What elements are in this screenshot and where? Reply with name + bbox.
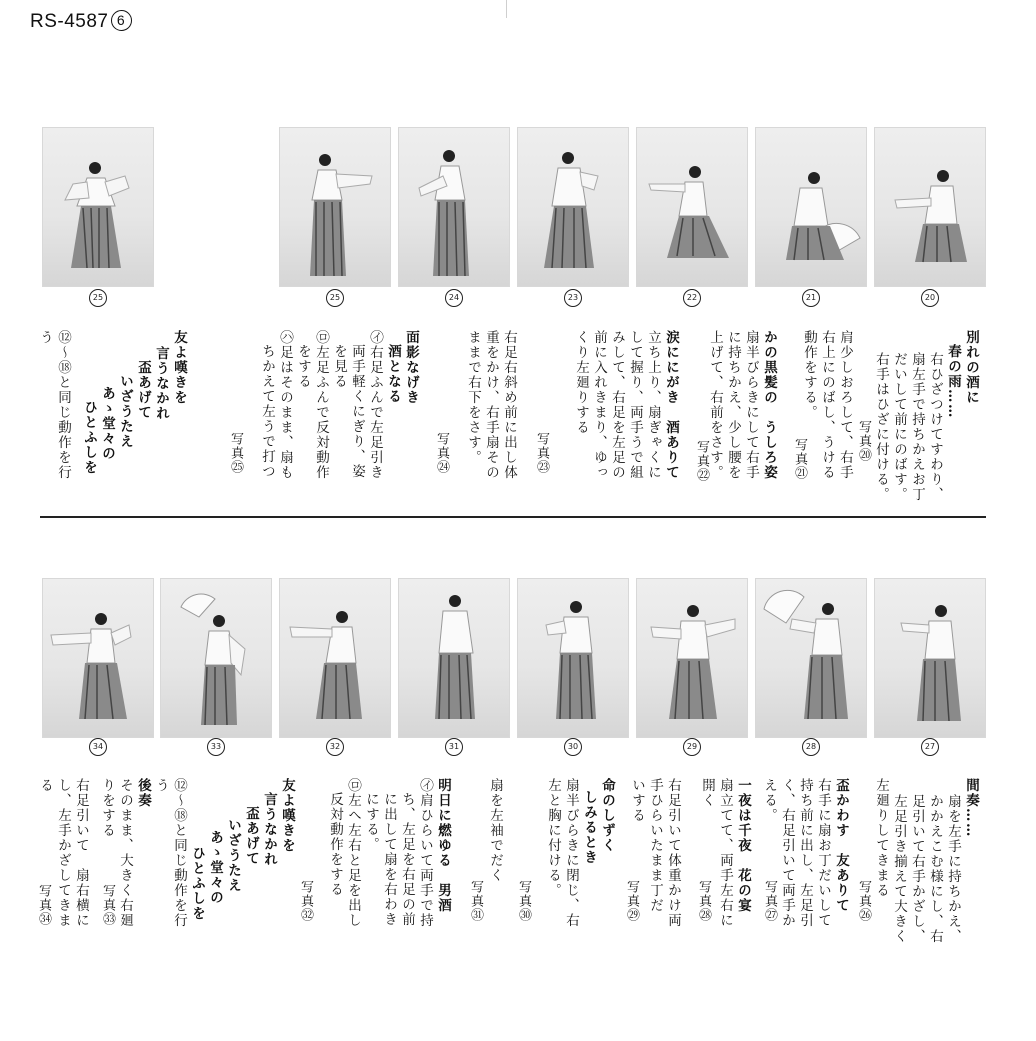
- photo-number: 29: [683, 738, 701, 756]
- instruction-line: 右手に扇お丁だいして: [815, 778, 831, 928]
- dance-photo: [160, 578, 272, 738]
- instruction-line: ままで右下をさす。: [465, 330, 481, 465]
- photo-number: 33: [207, 738, 225, 756]
- lyric-line: 言うなかれ: [261, 792, 277, 867]
- photo-reference: 写真⑳: [856, 420, 871, 462]
- dance-photo: [636, 127, 748, 287]
- instruction-line: ちかえて左うで打つ: [259, 344, 275, 479]
- instruction-line: 右足引いて 扇右横に: [73, 778, 89, 928]
- instruction-line: 右ひざつけてすわり、: [927, 352, 943, 502]
- lyric-line: 友よ嘆きを: [171, 330, 187, 405]
- photo-reference: 写真㉜: [298, 880, 313, 922]
- instruction-line: ㋑肩ひらいて両手で持: [417, 778, 433, 928]
- dance-photo: [279, 127, 391, 287]
- side-number-badge: 6: [111, 10, 132, 31]
- lyric-line: 一夜は千夜 花の宴: [735, 778, 751, 913]
- photo-number: 31: [445, 738, 463, 756]
- instruction-line: 扇半びらきに閉じ、右: [563, 778, 579, 928]
- photo-reference: 写真㉒: [694, 440, 709, 482]
- photo-number: 32: [326, 738, 344, 756]
- instruction-line: かかえこむ様にし、右: [927, 794, 943, 944]
- photo-number: 25: [89, 289, 107, 307]
- instruction-line: 扇半びらきにして右手: [743, 330, 759, 480]
- lyric-line: あゝ堂々の: [207, 830, 223, 905]
- instruction-line: くり左廻りする: [573, 330, 589, 435]
- photo-number: 34: [89, 738, 107, 756]
- instruction-line: ㋺左へ左右と足を出し: [345, 778, 361, 928]
- photo-number: 27: [921, 738, 939, 756]
- lyric-line: 友よ嘆きを: [279, 778, 295, 853]
- fold-line: [506, 0, 507, 18]
- photo-reference: 写真㉖: [856, 880, 871, 922]
- photo-reference: 写真㉘: [696, 880, 711, 922]
- instruction-line: 左足引き揃えて大きく: [891, 794, 907, 944]
- photo-reference: 写真㉝: [100, 884, 115, 926]
- instruction-line: える。: [761, 778, 777, 823]
- instruction-line: 開く: [699, 778, 715, 808]
- lyric-line: 涙ににがき 酒ありて: [663, 330, 679, 480]
- dance-photo: [636, 578, 748, 738]
- instruction-line: いする: [629, 778, 645, 823]
- instruction-line: し、左手かざしてきま: [55, 778, 71, 928]
- lyric-line: 盃あげて: [243, 806, 259, 866]
- instruction-line: 右上にのばし、うける: [819, 330, 835, 480]
- photo-number: 23: [564, 289, 582, 307]
- catalog-number: RS-4587: [30, 11, 109, 32]
- instruction-line: う: [37, 330, 53, 345]
- instruction-line: をする: [295, 344, 311, 389]
- instruction-line: にする。: [363, 792, 379, 852]
- lyric-line: 盃あげて: [135, 360, 151, 420]
- dance-photo: [755, 578, 867, 738]
- dance-photo: [398, 127, 510, 287]
- instruction-line: く、右足引いて両手か: [779, 778, 795, 928]
- lyric-line: いざうたえ: [117, 374, 133, 449]
- catalog-code: [30, 10, 132, 33]
- lyric-line: 明日に燃ゆる 男酒: [435, 778, 451, 913]
- dance-photo: [279, 578, 391, 738]
- photo-reference: 写真㉚: [516, 880, 531, 922]
- instruction-line: ⑫〜⑱と同じ動作を行: [55, 330, 71, 480]
- instruction-line: 前に入れきまり、ゆっ: [591, 330, 607, 480]
- dance-photo: [517, 127, 629, 287]
- instruction-line: 両手軽くにぎり、姿: [349, 344, 365, 479]
- section-divider: [40, 516, 986, 518]
- instruction-line: ち、左足を右足の前: [399, 792, 415, 927]
- lyric-line: 別れの酒に: [963, 330, 979, 405]
- instruction-line: して握り、両手うで組: [627, 330, 643, 480]
- photo-number: 25: [326, 289, 344, 307]
- instruction-line: 持ち前に出し、左足引: [797, 778, 813, 928]
- lyric-line: ひとふしを: [189, 846, 205, 921]
- dance-photo: [42, 127, 154, 287]
- instruction-line: 上げて、右前をさす。: [707, 330, 723, 480]
- lyric-line: 面影なげき: [403, 330, 419, 405]
- lyric-line: 後奏: [135, 778, 151, 808]
- instruction-line: 手ひらいたまま丁だ: [647, 778, 663, 913]
- dance-photo: [42, 578, 154, 738]
- photo-reference: 写真㉞: [36, 884, 51, 926]
- instruction-line: 右足引いて体重かけ両: [665, 778, 681, 928]
- instruction-line: る: [37, 778, 53, 793]
- instruction-line: 立ち上り、扇ぎゃくに: [645, 330, 661, 480]
- photo-reference: 写真㉗: [762, 880, 777, 922]
- instruction-line: そのまま、大きく右廻: [117, 778, 133, 928]
- lyric-line: ひとふしを: [81, 400, 97, 475]
- instruction-line: 右手はひざに付ける。: [873, 352, 889, 502]
- instruction-line: りをする: [99, 778, 115, 838]
- instruction-line: みして、右足を左足の: [609, 330, 625, 480]
- dance-photo: [398, 578, 510, 738]
- instruction-line: 左廻りしてきまる: [873, 778, 889, 898]
- instruction-line: 扇を左袖でだく: [487, 778, 503, 883]
- instruction-line: 左と胸に付ける。: [545, 778, 561, 898]
- instruction-line: に出して扇を右わき: [381, 792, 397, 927]
- instruction-line: 肩少しおろして、右手: [837, 330, 853, 480]
- photo-reference: 写真㉓: [534, 432, 549, 474]
- instruction-line: 扇を左手に持ちかえ、: [945, 794, 961, 944]
- photo-number: 21: [802, 289, 820, 307]
- instruction-line: ㋩足はそのまま、扇も: [277, 330, 293, 480]
- lyric-line: 盃かわす 友ありて: [833, 778, 849, 913]
- instruction-line: 右足右斜め前に出し体: [501, 330, 517, 480]
- photo-reference: 写真㉛: [468, 880, 483, 922]
- dance-photo: [517, 578, 629, 738]
- lyric-line: 春の雨……: [945, 344, 961, 419]
- photo-reference: 写真㉕: [228, 432, 243, 474]
- instruction-line: だいして前にのばす。: [891, 352, 907, 502]
- photo-reference: 写真㉔: [434, 432, 449, 474]
- photo-reference: 写真㉑: [792, 438, 807, 480]
- instruction-line: ㋑右足ふんで左足引き: [367, 330, 383, 480]
- lyric-line: いざうたえ: [225, 818, 241, 893]
- lyric-line: あゝ堂々の: [99, 386, 115, 461]
- dance-photo: [874, 127, 986, 287]
- photo-number: 20: [921, 289, 939, 307]
- photo-reference: 写真㉙: [624, 880, 639, 922]
- instruction-line: 扇左手で持ちかえお丁: [909, 352, 925, 502]
- instruction-line: 動作をする。: [801, 330, 817, 420]
- instruction-line: に持ちかえ、少し腰を: [725, 330, 741, 480]
- instruction-line: 反対動作をする: [327, 792, 343, 897]
- photo-number: 30: [564, 738, 582, 756]
- lyric-line: 酒となる: [385, 344, 401, 404]
- instruction-line: う: [153, 778, 169, 793]
- dance-photo: [755, 127, 867, 287]
- lyric-line: 間奏……: [963, 778, 979, 838]
- photo-number: 22: [683, 289, 701, 307]
- lyric-line: 言うなかれ: [153, 346, 169, 421]
- lyric-line: 命のしずく: [599, 778, 615, 853]
- instruction-line: を見る: [331, 344, 347, 389]
- photo-number: 28: [802, 738, 820, 756]
- instruction-line: ㋺左足ふんで反対動作: [313, 330, 329, 480]
- instruction-line: 足引いて右手かざし、: [909, 794, 925, 944]
- lyric-line: かの黒髪の うしろ姿: [761, 330, 777, 480]
- dance-photo: [874, 578, 986, 738]
- photo-number: 24: [445, 289, 463, 307]
- lyric-line: しみるとき: [581, 790, 597, 865]
- instruction-line: 扇立てて、両手左右に: [717, 778, 733, 928]
- instruction-line: ⑫〜⑱と同じ動作を行: [171, 778, 187, 928]
- instruction-line: 重をかけ、右手扇その: [483, 330, 499, 480]
